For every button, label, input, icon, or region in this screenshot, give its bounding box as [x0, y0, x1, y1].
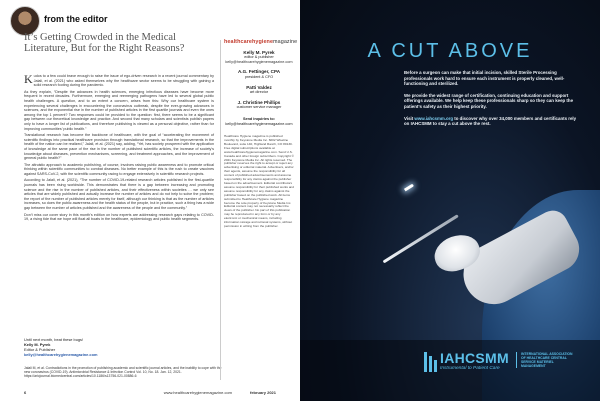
ad-tagline: Instrumental to Patient Care	[440, 366, 500, 371]
column-divider	[220, 40, 221, 380]
footer-publication: www.healthcarehygienemagazine.com	[163, 390, 232, 395]
masthead-staff-2: Patti Valdez art director	[246, 84, 272, 95]
article-body	[24, 74, 214, 224]
staff-email-link[interactable]: kelly@healthcarehygienemagazine.com	[225, 59, 293, 64]
ad-url-link[interactable]: www.iahcsmm.org	[414, 115, 454, 121]
article-paragraph: Translational research has become the backbone of healthcare, with the goal of “accelerating the movement of scientific findings into practical healthcare provision through translational research, so that the improvements in the health of the nation can be realized,” Jalali, et al. (2021) say, adding, “Yet, has society prospered with the application of knowledge at the same pace of the rise in the number of published scientific articles, the increase of society’s knowledge about diseases, prevention mechanisms, screening, and treatment approaches, and the improvement of general public health?”	[24, 133, 214, 161]
inquiries-label: Send inquiries to:	[242, 116, 276, 121]
advertisement-page	[300, 0, 600, 401]
editor-signoff	[24, 337, 214, 357]
publisher-legal-notice: Healthcare Hygiene magazine is published monthly by Keystone Media Inc. 6002 Wiseline Boulevard, suite 140, Highland Ranch, CO 80130. Free digital subscriptions available at www.healthcarehygienemagazine.com. Send U.S. Canada and other foreign subscribers. Copyright © 2021 Keystone Media Inc. All rights reserved. The publisher reserves the right to accept or reject any advertising or editorial material. Advertisers, and/or their agents, assume the responsibility for all content of published advertisements and assume responsibility for any claims against the publisher based on the advertisement. Editorial contributors assume responsibility for their published works and assume responsibility for any claims against the publisher based on the published work. All items submitted to Healthcare Hygiene magazine become the sole property of Keystone Media Inc. Editorial content may not necessarily reflect the views of the publisher. No part of this publication may be reproduced in any form or by any electronic or mechanical means, including information storage and retrieval systems, without permission in writing from the publisher.	[224, 134, 294, 228]
issue-date: february 2021	[249, 390, 276, 395]
article-paragraph: According to Jalali, et al. (2021), “The number of COVID-19-related research articles published in the first-quartile journals has been rising worldwide. This demonstrates that there is a gap between increasing and promoting science and the rise in the number of published articles, and their effectiveness within societies … we only see articles that are widely published and actually increase the number of articles and do not help to solve the problem; the report of the number of published articles merely for itself, although our thinking is that as the number of articles increases, so does the public awareness and the health status of the people, but in practice, such a thing has a wide gap between the number of articles published and the awareness of the people and the community.”	[24, 178, 214, 211]
reference-citation: Jalali M, et al. Contradictions in the promotion of publishing academic and scientific journal articles, and the inability to cope with the new coronavirus (COVID-19). Antimicrobial Resistance & Infection Control Vol. 10, No. 18. Jan. 12, 2021. https://aricjournal.biomedcentral.com/articles/10.1186/s13756-021-00886-6	[24, 366, 222, 379]
signoff-email-link[interactable]: kelly@healthcarehygienemagazine.com	[24, 352, 98, 357]
article-paragraph: Kudos to a few could brave enough to raise the issue of ego-driven research in a recent journal commentary by Jalali, et al. (2021) who asked themselves why the healthcare sector seems to be struggling with gaining a solid research footing during the pandemic.	[24, 72, 214, 88]
iahcsmm-logo-icon	[422, 350, 438, 374]
signoff-title: Editor & Publisher	[24, 347, 56, 352]
masthead	[224, 39, 298, 390]
ad-call-to-action: Visit www.iahcsmm.org to discover why over 34,000 members and certificants rely on IAHCSMM to stay a cut above the rest.	[404, 115, 577, 127]
drop-cap: K	[24, 72, 33, 86]
signoff-name: Kelly M. Pyrek	[24, 342, 51, 347]
ad-association-name: INTERNATIONAL ASSOCIATION OF HEALTHCARE CENTRAL SERVICE MATERIEL MANAGEMENT	[516, 352, 576, 368]
article-paragraph: As they explain, “Despite the advances in health sciences, emerging infectious diseases have become more frequent in recent decades. Furthermore, emerging and reemerging pathogens have led to several global public health challenges. A question, and to an extent a concern, arises from this: Why our healthcare system is experiencing several challenges in encountering the coronavirus outbreak, despite the ever-growing advances in sciences, and the exponential rise in the number of published articles in the first quartile journals and even the ones among the top 1 percent? Two responses could be provided to the question: first, there seems to be a significant gap between our theoretical knowledge and practice. And second that many scholars and scientists publish papers only to have a longer list of publications, and therefore publishing is viewed as a personal objective, rather than for improving communities’ public health.”	[24, 89, 214, 131]
masthead-staff-0: Kelly M. Pyrek editor & publisher kelly@healthcarehygienemagazine.com	[225, 49, 293, 64]
ad-paragraph: We provide the widest range of certification, continuing education and support offerings available. We help keep these professionals sharp so they can keep the patient’s safety as their highest priority.	[404, 92, 574, 109]
page-number: 6	[24, 390, 27, 395]
masthead-staff-1: A.G. Fettinger, CPA president & CFO	[237, 69, 281, 79]
ad-headline: A CUT ABOVE	[367, 40, 533, 62]
inquiries-email-link[interactable]: kelly@healthcarehygienemagazine.com	[225, 121, 293, 126]
article-paragraph: Don’t miss our cover story in this month’s edition on how experts are addressing research gaps relating to COVID-19, a rising tide that we hope will float all boats in the healthcare, epidemiology and public health segments.	[24, 212, 214, 222]
magazine-logo: healthcarehygienemagazine	[224, 39, 298, 45]
scalpel-blade-glow	[404, 184, 414, 192]
masthead-staff-3: J. Christine Phillips customer service manager	[236, 99, 282, 110]
article-headline: It’s Getting Crowded in the Medical Literature, But for the Right Reasons?	[24, 32, 185, 54]
ad-body-copy	[404, 70, 580, 133]
section-label: from the editor	[44, 14, 108, 24]
signoff-closing: Until next month, beat these bugs!	[24, 337, 84, 342]
ad-brand-name: IAHCSMM	[440, 350, 509, 366]
article-paragraph: The altruistic approach to academic publishing, of course, involves raising public awareness and to promote critical thinking within scientific communities to combat diseases. No better example of this is the rush to create vaccines against SARS-CoV-2, with the scientific community racing to engage extensively in scientific research projects.	[24, 162, 214, 176]
ad-paragraph: Before a surgeon can make that initial incision, skilled Sterile Processing professionals work hard to ensure each instrument is properly cleaned, well-functioning and sterilized.	[404, 70, 565, 87]
